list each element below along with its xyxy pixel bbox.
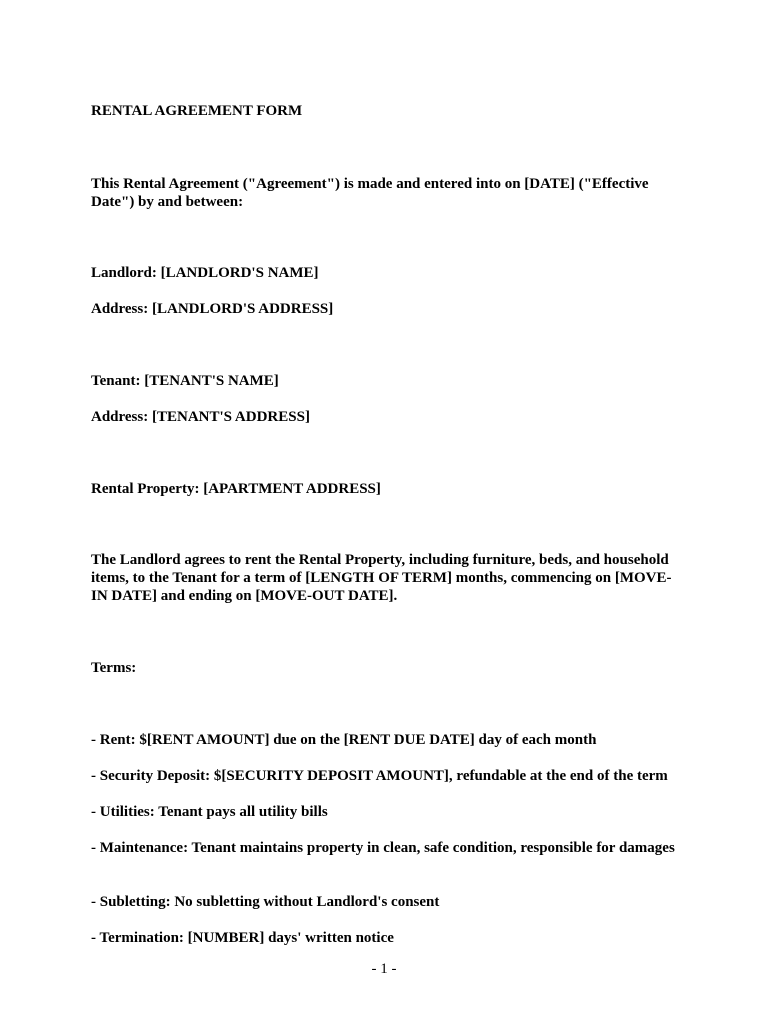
landlord-address-line: Address: [LANDLORD'S ADDRESS]	[91, 301, 334, 317]
rental-property-line: Rental Property: [APARTMENT ADDRESS]	[91, 481, 381, 497]
term-item-subletting: - Subletting: No subletting without Landlord's consent	[91, 894, 440, 910]
tenant-name-line: Tenant: [TENANT'S NAME]	[91, 373, 279, 389]
term-item-rent: - Rent: $[RENT AMOUNT] due on the [RENT DUE DATE] day of each month	[91, 732, 597, 748]
term-item-utilities: - Utilities: Tenant pays all utility bills	[91, 804, 328, 820]
terms-heading: Terms:	[91, 660, 137, 676]
document-title: RENTAL AGREEMENT FORM	[91, 103, 303, 119]
term-item-termination: - Termination: [NUMBER] days' written notice	[91, 930, 394, 946]
landlord-name-line: Landlord: [LANDLORD'S NAME]	[91, 265, 319, 281]
term-item-maintenance: - Maintenance: Tenant maintains property in clean, safe condition, responsible for damages	[91, 840, 675, 856]
term-item-security-deposit: - Security Deposit: $[SECURITY DEPOSIT AMOUNT], refundable at the end of the term	[91, 768, 668, 784]
page-number: - 1 -	[371, 961, 397, 977]
agreement-paragraph: The Landlord agrees to rent the Rental Property, including furniture, beds, and household items, to the Tenant for a term of [LENGTH OF TERM] months, commencing on [MOVE-IN DATE] and ending on [MOVE-OUT DATE].	[91, 552, 672, 604]
intro-paragraph: This Rental Agreement ("Agreement") is made and entered into on [DATE] ("Effective Date") by and between:	[91, 176, 649, 210]
tenant-address-line: Address: [TENANT'S ADDRESS]	[91, 409, 310, 425]
